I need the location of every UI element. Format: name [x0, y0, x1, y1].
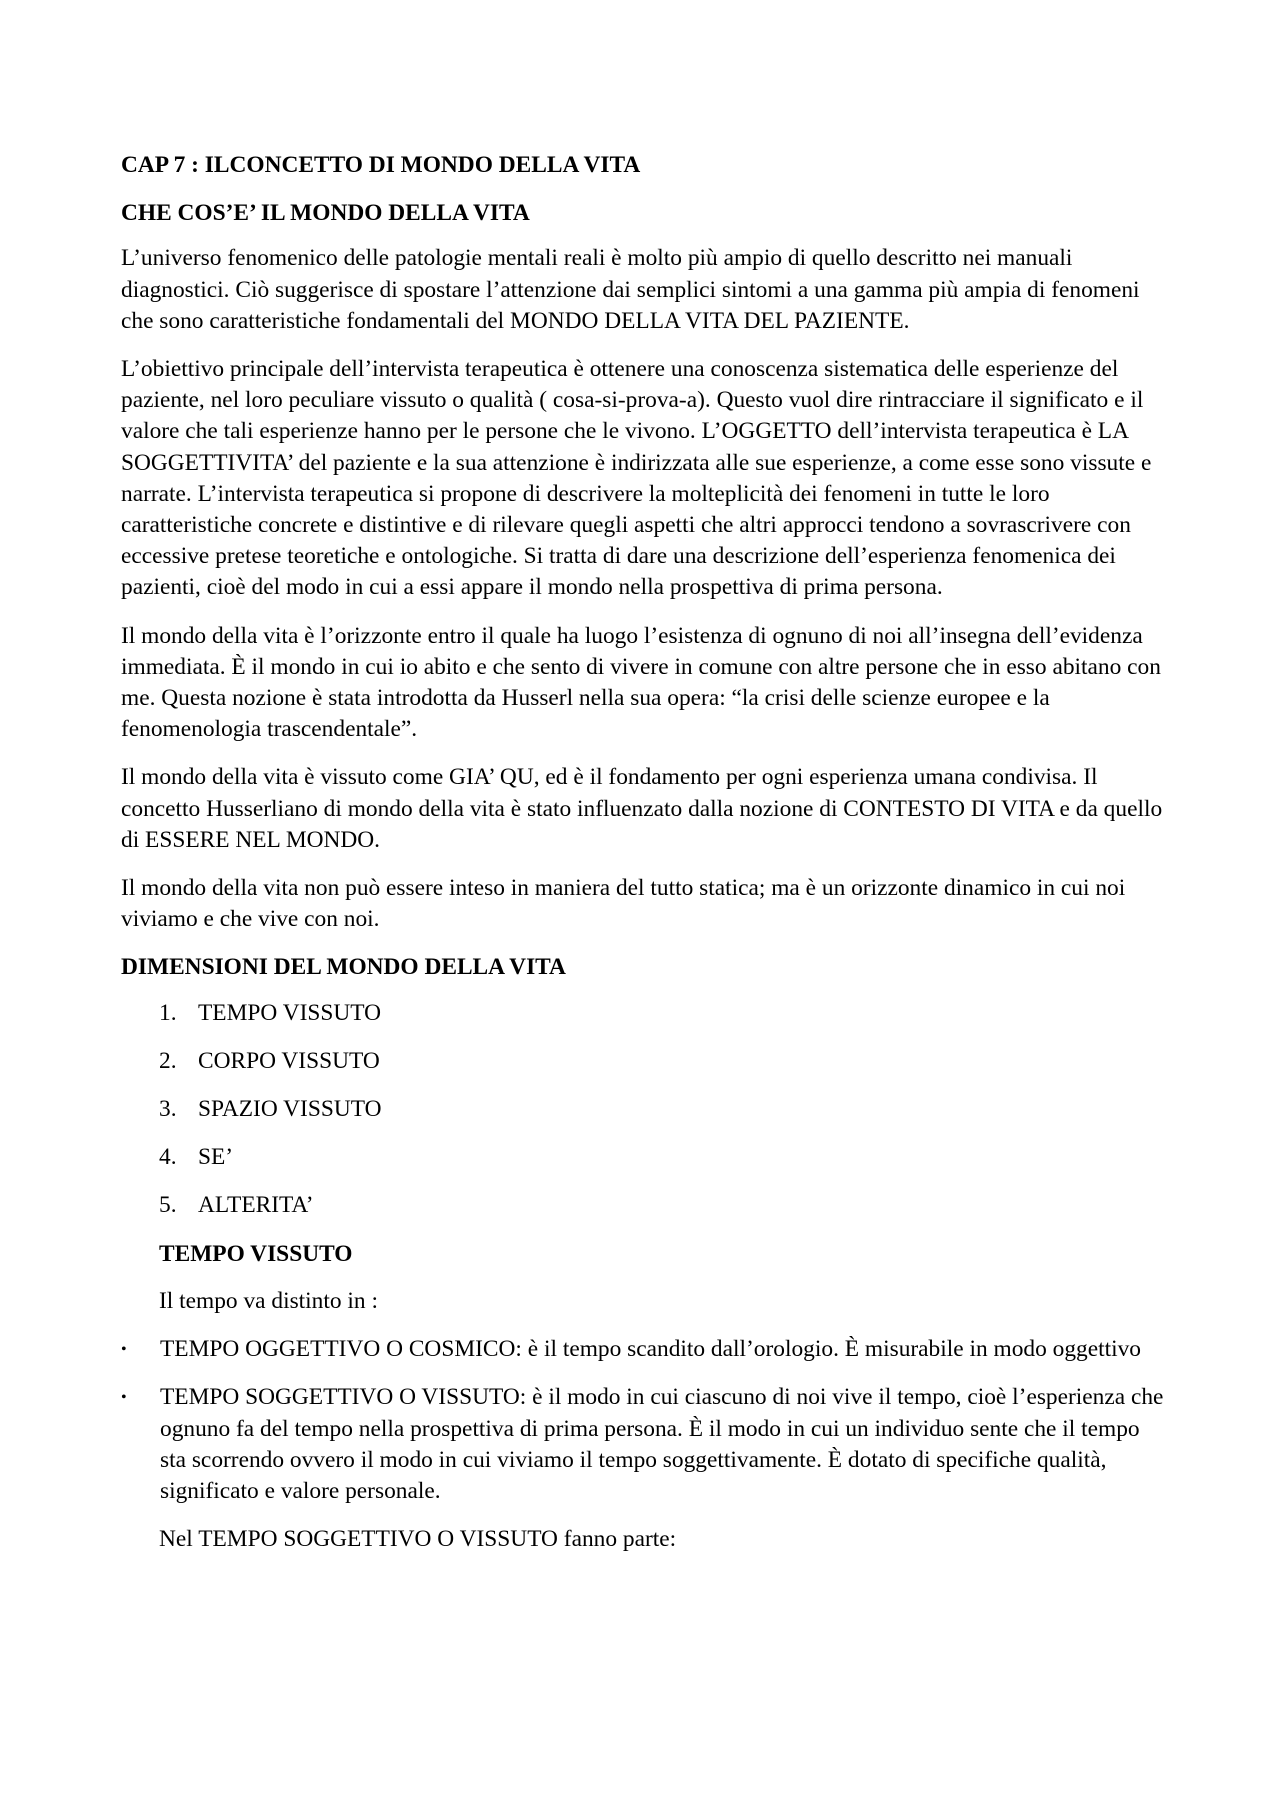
subsection-intro: Il tempo va distinto in :: [159, 1287, 378, 1314]
list-item-label: CORPO VISSUTO: [198, 1047, 380, 1074]
section-heading-dimensions: DIMENSIONI DEL MONDO DELLA VITA: [121, 954, 566, 981]
list-item: [159, 1046, 1166, 1077]
paragraph: Il mondo della vita è vissuto come GIA’ QU, ed è il fondamento per ogni esperienza umana condivisa. Il concetto Husserliano di mondo della vita è stato influenzato dalla nozione di CONTESTO DI VITA e da quello di ESSERE NEL MONDO.: [121, 764, 1163, 853]
bullet-item: [121, 1382, 1166, 1507]
list-number: 1.: [159, 999, 177, 1026]
closing-line: Nel TEMPO SOGGETTIVO O VISSUTO fanno parte:: [159, 1526, 677, 1553]
section-heading-what-is: CHE COS’E’ IL MONDO DELLA VITA: [121, 200, 530, 227]
paragraph: L’obiettivo principale dell’intervista terapeutica è ottenere una conoscenza sistematica delle esperienze del paziente, nel loro peculiare vissuto o qualità ( cosa-si-prova-a). Questo vuol dire rintracciare il significato e il valore che tali esperienze hanno per le persone che le vivono. L’OGGETTO dell’intervista terapeutica è LA SOGGETTIVITA’ del paziente e la sua attenzione è indirizzata alle sue esperienze, a come esse sono vissute e narrate. L’intervista terapeutica si propone di descrivere la molteplicità dei fenomeni in tutte le loro caratteristiche concrete e distintive e di rilevare quegli aspetti che altri approcci tendono a sovrascrivere con eccessive pretese teoretiche e ontologiche. Si tratta di dare una descrizione dell’esperienza fenomenica dei pazienti, cioè del modo in cui a essi appare il mondo nella prospettiva di prima persona.: [121, 356, 1152, 601]
list-number: 2.: [159, 1047, 177, 1074]
dimensions-list: [121, 998, 1166, 1222]
paragraph: Il mondo della vita non può essere inteso in maniera del tutto statica; ma è un orizzonte dinamico in cui noi viviamo e che vive con noi.: [121, 875, 1126, 933]
chapter-heading: CAP 7 : ILCONCETTO DI MONDO DELLA VITA: [121, 152, 641, 178]
list-number: 4.: [159, 1144, 177, 1171]
list-item-label: SPAZIO VISSUTO: [198, 1096, 382, 1123]
list-item: [159, 998, 1166, 1029]
list-number: 3.: [159, 1096, 177, 1123]
subsection-heading: TEMPO VISSUTO: [159, 1240, 353, 1267]
subsection-closing: [121, 1524, 1166, 1555]
subsection-tempo-vissuto: [121, 1239, 1166, 1317]
list-item: [159, 1094, 1166, 1125]
list-item: [159, 1142, 1166, 1173]
paragraph: Il mondo della vita è l’orizzonte entro il quale ha luogo l’esistenza di ognuno di noi all’insegna dell’evidenza immediata. È il mondo in cui io abito e che sento di vivere in comune con altre persone che in esso abitano con me. Questa nozione è stata introdotta da Husserl nella sua opera: “la crisi delle scienze europee e la fenomenologia trascendentale”.: [121, 622, 1161, 743]
list-item-label: ALTERITA’: [198, 1192, 314, 1219]
paragraph: L’universo fenomenico delle patologie mentali reali è molto più ampio di quello descritto nei manuali diagnostici. Ciò suggerisce di spostare l’attenzione dai semplici sintomi a una gamma più ampia di fenomeni che sono caratteristiche fondamentali del MONDO DELLA VITA DEL PAZIENTE.: [121, 245, 1140, 334]
list-item-label: TEMPO VISSUTO: [198, 999, 382, 1026]
time-types-list: [121, 1334, 1166, 1507]
bullet-text: TEMPO OGGETTIVO O COSMICO: è il tempo scandito dall’orologio. È misurabile in modo oggettivo: [160, 1336, 1142, 1363]
document-body: [121, 150, 1166, 1572]
bullet-text: TEMPO SOGGETTIVO O VISSUTO: è il modo in cui ciascuno di noi vive il tempo, cioè l’esperienza che ognuno fa del tempo nella prospettiva di prima persona. È il modo in cui un individuo sente che il tempo sta scorrendo ovvero il modo in cui viviamo il tempo soggettivamente. È dotato di specifiche qualità, significato e valore personale.: [160, 1384, 1164, 1504]
bullet-item: [121, 1334, 1166, 1365]
list-number: 5.: [159, 1192, 177, 1219]
bullet-icon: •: [121, 1341, 127, 1359]
list-item-label: SE’: [198, 1144, 234, 1171]
list-item: [159, 1190, 1166, 1221]
bullet-icon: •: [121, 1389, 127, 1407]
